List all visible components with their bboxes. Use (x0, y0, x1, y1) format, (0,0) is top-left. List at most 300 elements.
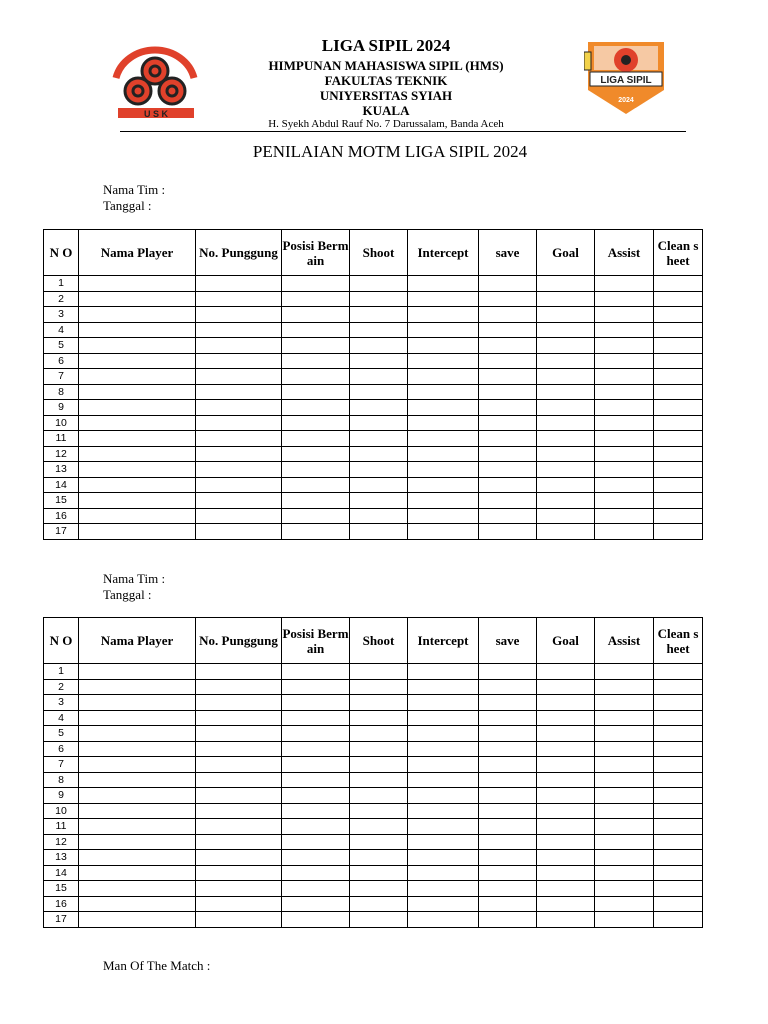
cell-jersey-number[interactable] (196, 912, 282, 928)
cell-player-name[interactable] (79, 912, 196, 928)
cell-assist[interactable] (595, 431, 654, 447)
cell-shoot[interactable] (350, 772, 408, 788)
cell-clean-sheet[interactable] (654, 353, 703, 369)
cell-clean-sheet[interactable] (654, 384, 703, 400)
cell-goal[interactable] (537, 322, 595, 338)
cell-save[interactable] (479, 710, 537, 726)
cell-jersey-number[interactable] (196, 679, 282, 695)
cell-player-name[interactable] (79, 896, 196, 912)
cell-clean-sheet[interactable] (654, 803, 703, 819)
cell-player-name[interactable] (79, 446, 196, 462)
cell-assist[interactable] (595, 726, 654, 742)
cell-player-name[interactable] (79, 307, 196, 323)
cell-goal[interactable] (537, 679, 595, 695)
cell-jersey-number[interactable] (196, 803, 282, 819)
cell-player-name[interactable] (79, 881, 196, 897)
cell-player-name[interactable] (79, 695, 196, 711)
cell-intercept[interactable] (408, 291, 479, 307)
cell-assist[interactable] (595, 384, 654, 400)
cell-save[interactable] (479, 493, 537, 509)
cell-position[interactable] (282, 446, 350, 462)
cell-player-name[interactable] (79, 291, 196, 307)
cell-shoot[interactable] (350, 803, 408, 819)
cell-shoot[interactable] (350, 865, 408, 881)
cell-clean-sheet[interactable] (654, 881, 703, 897)
cell-save[interactable] (479, 896, 537, 912)
cell-position[interactable] (282, 757, 350, 773)
cell-intercept[interactable] (408, 462, 479, 478)
cell-intercept[interactable] (408, 664, 479, 680)
cell-intercept[interactable] (408, 384, 479, 400)
cell-position[interactable] (282, 384, 350, 400)
cell-player-name[interactable] (79, 353, 196, 369)
cell-assist[interactable] (595, 912, 654, 928)
cell-shoot[interactable] (350, 493, 408, 509)
cell-goal[interactable] (537, 912, 595, 928)
cell-assist[interactable] (595, 679, 654, 695)
cell-clean-sheet[interactable] (654, 462, 703, 478)
cell-shoot[interactable] (350, 353, 408, 369)
cell-player-name[interactable] (79, 338, 196, 354)
cell-clean-sheet[interactable] (654, 757, 703, 773)
cell-assist[interactable] (595, 695, 654, 711)
cell-player-name[interactable] (79, 415, 196, 431)
cell-clean-sheet[interactable] (654, 679, 703, 695)
cell-save[interactable] (479, 524, 537, 540)
cell-goal[interactable] (537, 834, 595, 850)
cell-intercept[interactable] (408, 695, 479, 711)
cell-clean-sheet[interactable] (654, 415, 703, 431)
cell-clean-sheet[interactable] (654, 524, 703, 540)
cell-intercept[interactable] (408, 369, 479, 385)
cell-player-name[interactable] (79, 524, 196, 540)
cell-assist[interactable] (595, 322, 654, 338)
cell-save[interactable] (479, 788, 537, 804)
cell-position[interactable] (282, 338, 350, 354)
cell-goal[interactable] (537, 477, 595, 493)
cell-player-name[interactable] (79, 431, 196, 447)
cell-goal[interactable] (537, 695, 595, 711)
cell-shoot[interactable] (350, 338, 408, 354)
cell-position[interactable] (282, 524, 350, 540)
cell-goal[interactable] (537, 338, 595, 354)
cell-shoot[interactable] (350, 664, 408, 680)
cell-position[interactable] (282, 431, 350, 447)
cell-player-name[interactable] (79, 462, 196, 478)
cell-position[interactable] (282, 896, 350, 912)
cell-intercept[interactable] (408, 276, 479, 292)
cell-goal[interactable] (537, 896, 595, 912)
cell-save[interactable] (479, 881, 537, 897)
cell-position[interactable] (282, 865, 350, 881)
cell-position[interactable] (282, 695, 350, 711)
cell-clean-sheet[interactable] (654, 664, 703, 680)
cell-assist[interactable] (595, 524, 654, 540)
cell-intercept[interactable] (408, 508, 479, 524)
cell-jersey-number[interactable] (196, 415, 282, 431)
cell-shoot[interactable] (350, 276, 408, 292)
cell-player-name[interactable] (79, 493, 196, 509)
cell-save[interactable] (479, 322, 537, 338)
cell-assist[interactable] (595, 400, 654, 416)
cell-shoot[interactable] (350, 508, 408, 524)
cell-assist[interactable] (595, 803, 654, 819)
cell-assist[interactable] (595, 477, 654, 493)
cell-assist[interactable] (595, 369, 654, 385)
cell-save[interactable] (479, 477, 537, 493)
cell-clean-sheet[interactable] (654, 338, 703, 354)
cell-position[interactable] (282, 369, 350, 385)
cell-clean-sheet[interactable] (654, 726, 703, 742)
cell-intercept[interactable] (408, 493, 479, 509)
cell-shoot[interactable] (350, 415, 408, 431)
cell-jersey-number[interactable] (196, 384, 282, 400)
cell-intercept[interactable] (408, 803, 479, 819)
cell-save[interactable] (479, 462, 537, 478)
cell-clean-sheet[interactable] (654, 695, 703, 711)
cell-intercept[interactable] (408, 338, 479, 354)
cell-save[interactable] (479, 741, 537, 757)
cell-jersey-number[interactable] (196, 322, 282, 338)
cell-player-name[interactable] (79, 679, 196, 695)
cell-player-name[interactable] (79, 384, 196, 400)
cell-intercept[interactable] (408, 757, 479, 773)
cell-position[interactable] (282, 415, 350, 431)
cell-intercept[interactable] (408, 881, 479, 897)
cell-jersey-number[interactable] (196, 508, 282, 524)
cell-shoot[interactable] (350, 462, 408, 478)
cell-shoot[interactable] (350, 524, 408, 540)
cell-jersey-number[interactable] (196, 881, 282, 897)
cell-assist[interactable] (595, 834, 654, 850)
cell-goal[interactable] (537, 726, 595, 742)
cell-goal[interactable] (537, 772, 595, 788)
cell-intercept[interactable] (408, 400, 479, 416)
cell-player-name[interactable] (79, 400, 196, 416)
cell-shoot[interactable] (350, 850, 408, 866)
cell-intercept[interactable] (408, 865, 479, 881)
cell-assist[interactable] (595, 415, 654, 431)
cell-jersey-number[interactable] (196, 896, 282, 912)
cell-intercept[interactable] (408, 772, 479, 788)
cell-clean-sheet[interactable] (654, 896, 703, 912)
cell-shoot[interactable] (350, 834, 408, 850)
cell-shoot[interactable] (350, 477, 408, 493)
cell-shoot[interactable] (350, 322, 408, 338)
cell-goal[interactable] (537, 664, 595, 680)
cell-save[interactable] (479, 338, 537, 354)
cell-position[interactable] (282, 276, 350, 292)
cell-intercept[interactable] (408, 446, 479, 462)
cell-goal[interactable] (537, 462, 595, 478)
cell-position[interactable] (282, 291, 350, 307)
cell-clean-sheet[interactable] (654, 508, 703, 524)
cell-shoot[interactable] (350, 896, 408, 912)
cell-save[interactable] (479, 446, 537, 462)
cell-jersey-number[interactable] (196, 819, 282, 835)
cell-save[interactable] (479, 834, 537, 850)
cell-intercept[interactable] (408, 912, 479, 928)
cell-save[interactable] (479, 819, 537, 835)
cell-jersey-number[interactable] (196, 369, 282, 385)
cell-save[interactable] (479, 384, 537, 400)
cell-assist[interactable] (595, 850, 654, 866)
cell-goal[interactable] (537, 493, 595, 509)
cell-goal[interactable] (537, 276, 595, 292)
cell-player-name[interactable] (79, 276, 196, 292)
cell-position[interactable] (282, 726, 350, 742)
cell-save[interactable] (479, 664, 537, 680)
cell-goal[interactable] (537, 400, 595, 416)
cell-assist[interactable] (595, 788, 654, 804)
cell-clean-sheet[interactable] (654, 446, 703, 462)
cell-clean-sheet[interactable] (654, 819, 703, 835)
cell-player-name[interactable] (79, 850, 196, 866)
cell-assist[interactable] (595, 819, 654, 835)
cell-player-name[interactable] (79, 757, 196, 773)
cell-player-name[interactable] (79, 834, 196, 850)
cell-player-name[interactable] (79, 369, 196, 385)
cell-player-name[interactable] (79, 772, 196, 788)
cell-goal[interactable] (537, 415, 595, 431)
cell-jersey-number[interactable] (196, 400, 282, 416)
cell-shoot[interactable] (350, 726, 408, 742)
cell-position[interactable] (282, 803, 350, 819)
cell-position[interactable] (282, 881, 350, 897)
cell-assist[interactable] (595, 493, 654, 509)
cell-assist[interactable] (595, 865, 654, 881)
cell-save[interactable] (479, 307, 537, 323)
cell-assist[interactable] (595, 338, 654, 354)
cell-intercept[interactable] (408, 431, 479, 447)
cell-shoot[interactable] (350, 741, 408, 757)
cell-goal[interactable] (537, 803, 595, 819)
cell-clean-sheet[interactable] (654, 307, 703, 323)
cell-goal[interactable] (537, 881, 595, 897)
cell-assist[interactable] (595, 881, 654, 897)
cell-goal[interactable] (537, 384, 595, 400)
cell-shoot[interactable] (350, 819, 408, 835)
cell-intercept[interactable] (408, 834, 479, 850)
cell-assist[interactable] (595, 508, 654, 524)
cell-save[interactable] (479, 369, 537, 385)
cell-player-name[interactable] (79, 803, 196, 819)
cell-intercept[interactable] (408, 353, 479, 369)
cell-save[interactable] (479, 291, 537, 307)
cell-shoot[interactable] (350, 431, 408, 447)
cell-goal[interactable] (537, 850, 595, 866)
cell-jersey-number[interactable] (196, 291, 282, 307)
cell-player-name[interactable] (79, 788, 196, 804)
cell-intercept[interactable] (408, 896, 479, 912)
cell-shoot[interactable] (350, 912, 408, 928)
cell-position[interactable] (282, 322, 350, 338)
cell-save[interactable] (479, 726, 537, 742)
cell-jersey-number[interactable] (196, 276, 282, 292)
cell-intercept[interactable] (408, 307, 479, 323)
cell-jersey-number[interactable] (196, 850, 282, 866)
cell-clean-sheet[interactable] (654, 493, 703, 509)
cell-save[interactable] (479, 353, 537, 369)
cell-position[interactable] (282, 912, 350, 928)
cell-clean-sheet[interactable] (654, 477, 703, 493)
cell-goal[interactable] (537, 446, 595, 462)
cell-assist[interactable] (595, 353, 654, 369)
cell-jersey-number[interactable] (196, 477, 282, 493)
cell-save[interactable] (479, 276, 537, 292)
cell-shoot[interactable] (350, 788, 408, 804)
cell-player-name[interactable] (79, 322, 196, 338)
cell-goal[interactable] (537, 353, 595, 369)
cell-assist[interactable] (595, 291, 654, 307)
cell-shoot[interactable] (350, 695, 408, 711)
cell-position[interactable] (282, 462, 350, 478)
cell-clean-sheet[interactable] (654, 834, 703, 850)
cell-position[interactable] (282, 788, 350, 804)
cell-clean-sheet[interactable] (654, 322, 703, 338)
cell-intercept[interactable] (408, 726, 479, 742)
cell-position[interactable] (282, 353, 350, 369)
cell-position[interactable] (282, 819, 350, 835)
cell-clean-sheet[interactable] (654, 369, 703, 385)
cell-goal[interactable] (537, 508, 595, 524)
cell-jersey-number[interactable] (196, 710, 282, 726)
cell-jersey-number[interactable] (196, 664, 282, 680)
cell-player-name[interactable] (79, 710, 196, 726)
cell-shoot[interactable] (350, 369, 408, 385)
cell-jersey-number[interactable] (196, 446, 282, 462)
cell-assist[interactable] (595, 307, 654, 323)
cell-goal[interactable] (537, 788, 595, 804)
cell-jersey-number[interactable] (196, 757, 282, 773)
cell-clean-sheet[interactable] (654, 291, 703, 307)
cell-intercept[interactable] (408, 524, 479, 540)
cell-save[interactable] (479, 803, 537, 819)
cell-jersey-number[interactable] (196, 462, 282, 478)
cell-jersey-number[interactable] (196, 338, 282, 354)
cell-jersey-number[interactable] (196, 431, 282, 447)
cell-intercept[interactable] (408, 850, 479, 866)
cell-position[interactable] (282, 741, 350, 757)
cell-clean-sheet[interactable] (654, 710, 703, 726)
cell-assist[interactable] (595, 772, 654, 788)
cell-save[interactable] (479, 415, 537, 431)
cell-save[interactable] (479, 400, 537, 416)
cell-clean-sheet[interactable] (654, 865, 703, 881)
cell-position[interactable] (282, 772, 350, 788)
cell-jersey-number[interactable] (196, 726, 282, 742)
cell-jersey-number[interactable] (196, 493, 282, 509)
cell-position[interactable] (282, 834, 350, 850)
cell-intercept[interactable] (408, 415, 479, 431)
cell-clean-sheet[interactable] (654, 400, 703, 416)
cell-shoot[interactable] (350, 710, 408, 726)
cell-shoot[interactable] (350, 400, 408, 416)
cell-assist[interactable] (595, 741, 654, 757)
cell-intercept[interactable] (408, 741, 479, 757)
cell-jersey-number[interactable] (196, 524, 282, 540)
cell-assist[interactable] (595, 664, 654, 680)
cell-save[interactable] (479, 772, 537, 788)
cell-player-name[interactable] (79, 741, 196, 757)
cell-intercept[interactable] (408, 322, 479, 338)
cell-position[interactable] (282, 493, 350, 509)
cell-save[interactable] (479, 508, 537, 524)
cell-assist[interactable] (595, 896, 654, 912)
cell-goal[interactable] (537, 757, 595, 773)
cell-player-name[interactable] (79, 819, 196, 835)
cell-intercept[interactable] (408, 679, 479, 695)
cell-assist[interactable] (595, 276, 654, 292)
cell-clean-sheet[interactable] (654, 431, 703, 447)
cell-clean-sheet[interactable] (654, 788, 703, 804)
cell-goal[interactable] (537, 307, 595, 323)
cell-save[interactable] (479, 679, 537, 695)
cell-jersey-number[interactable] (196, 695, 282, 711)
cell-jersey-number[interactable] (196, 834, 282, 850)
cell-jersey-number[interactable] (196, 772, 282, 788)
cell-clean-sheet[interactable] (654, 276, 703, 292)
cell-save[interactable] (479, 695, 537, 711)
cell-intercept[interactable] (408, 710, 479, 726)
cell-position[interactable] (282, 508, 350, 524)
cell-save[interactable] (479, 431, 537, 447)
cell-player-name[interactable] (79, 865, 196, 881)
cell-goal[interactable] (537, 291, 595, 307)
cell-jersey-number[interactable] (196, 788, 282, 804)
cell-jersey-number[interactable] (196, 307, 282, 323)
cell-goal[interactable] (537, 369, 595, 385)
cell-position[interactable] (282, 477, 350, 493)
cell-goal[interactable] (537, 524, 595, 540)
cell-player-name[interactable] (79, 726, 196, 742)
cell-goal[interactable] (537, 865, 595, 881)
cell-position[interactable] (282, 400, 350, 416)
cell-intercept[interactable] (408, 788, 479, 804)
cell-shoot[interactable] (350, 881, 408, 897)
cell-goal[interactable] (537, 819, 595, 835)
cell-goal[interactable] (537, 710, 595, 726)
cell-save[interactable] (479, 865, 537, 881)
cell-player-name[interactable] (79, 664, 196, 680)
cell-clean-sheet[interactable] (654, 741, 703, 757)
cell-jersey-number[interactable] (196, 353, 282, 369)
cell-assist[interactable] (595, 757, 654, 773)
cell-save[interactable] (479, 757, 537, 773)
cell-goal[interactable] (537, 741, 595, 757)
cell-assist[interactable] (595, 446, 654, 462)
cell-shoot[interactable] (350, 679, 408, 695)
cell-position[interactable] (282, 664, 350, 680)
cell-player-name[interactable] (79, 477, 196, 493)
cell-position[interactable] (282, 850, 350, 866)
cell-intercept[interactable] (408, 819, 479, 835)
cell-position[interactable] (282, 307, 350, 323)
cell-assist[interactable] (595, 462, 654, 478)
cell-shoot[interactable] (350, 446, 408, 462)
cell-clean-sheet[interactable] (654, 912, 703, 928)
cell-clean-sheet[interactable] (654, 850, 703, 866)
cell-shoot[interactable] (350, 384, 408, 400)
cell-player-name[interactable] (79, 508, 196, 524)
cell-jersey-number[interactable] (196, 865, 282, 881)
cell-position[interactable] (282, 679, 350, 695)
cell-shoot[interactable] (350, 291, 408, 307)
cell-clean-sheet[interactable] (654, 772, 703, 788)
cell-intercept[interactable] (408, 477, 479, 493)
cell-goal[interactable] (537, 431, 595, 447)
cell-save[interactable] (479, 912, 537, 928)
